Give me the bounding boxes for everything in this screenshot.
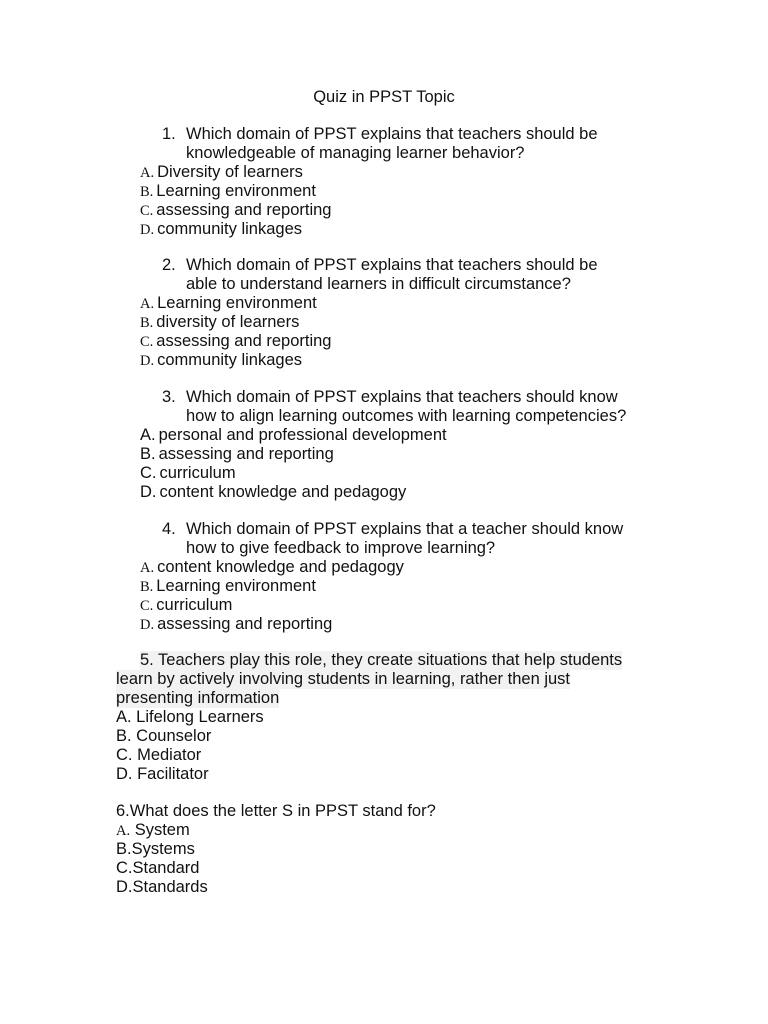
answer-option <box>140 294 317 314</box>
option-letter: A. <box>140 426 156 444</box>
answer-option: D. Facilitator <box>116 765 209 783</box>
option-text: System <box>134 821 190 839</box>
answer-option <box>140 351 302 371</box>
answer-option <box>140 445 334 464</box>
option-text: personal and professional development <box>158 426 447 444</box>
answer-option <box>140 577 316 597</box>
answer-option <box>140 483 406 502</box>
option-letter: B. <box>140 315 154 331</box>
page-title: Quiz in PPST Topic <box>313 88 455 106</box>
question-number: 4. <box>162 520 176 538</box>
option-text: content knowledge and pedagogy <box>159 483 407 501</box>
question-text-line: learn by actively involving students in learning, rather then just <box>116 670 570 688</box>
answer-option <box>140 201 332 221</box>
option-text: Learning environment <box>157 294 317 312</box>
option-text: assessing and reporting <box>156 201 332 219</box>
option-text: assessing and reporting <box>157 615 333 633</box>
option-text: Diversity of learners <box>157 163 303 181</box>
question-text-line: 6.What does the letter S in PPST stand for? <box>116 802 436 820</box>
answer-option <box>140 313 299 333</box>
option-letter: C. <box>140 464 157 482</box>
answer-option: B. Counselor <box>116 727 212 745</box>
option-text: curriculum <box>159 464 236 482</box>
question-text-line: how to align learning outcomes with learning competencies? <box>186 407 627 425</box>
answer-option <box>140 220 302 240</box>
question-text-line: Which domain of PPST explains that a teacher should know <box>186 520 624 538</box>
answer-option <box>140 163 303 183</box>
question-text-line: presenting information <box>116 689 280 707</box>
option-letter: B. <box>140 184 154 200</box>
answer-option <box>140 182 316 202</box>
answer-option <box>140 596 232 616</box>
option-letter: B. <box>140 579 154 595</box>
answer-option <box>140 615 332 635</box>
question-text-line: Which domain of PPST explains that teachers should be <box>186 256 598 274</box>
option-letter: B. <box>140 445 156 463</box>
option-text: assessing and reporting <box>158 445 334 463</box>
option-text: content knowledge and pedagogy <box>157 558 404 576</box>
question-number: 1. <box>162 125 176 143</box>
question-number: 3. <box>162 388 176 406</box>
option-letter: D. <box>140 617 155 633</box>
answer-option <box>116 821 190 841</box>
option-text: Learning environment <box>156 577 316 595</box>
answer-option: D.Standards <box>116 878 208 896</box>
question-text-line: knowledgeable of managing learner behavior? <box>186 144 525 162</box>
question-number: 2. <box>162 256 176 274</box>
answer-option <box>140 426 447 445</box>
question-text-line: Which domain of PPST explains that teachers should know <box>186 388 618 406</box>
answer-option <box>140 464 236 483</box>
answer-option <box>140 558 404 578</box>
option-text: Learning environment <box>156 182 316 200</box>
question-text-line: how to give feedback to improve learning? <box>186 539 496 557</box>
option-letter: D. <box>140 483 157 501</box>
option-letter: A. <box>140 560 155 576</box>
answer-option: C.Standard <box>116 859 200 877</box>
option-letter: D. <box>140 353 155 369</box>
option-text: diversity of learners <box>156 313 300 331</box>
option-text: community linkages <box>157 220 302 238</box>
question-text-line: 5. Teachers play this role, they create situations that help students <box>140 651 623 669</box>
question-text-line: able to understand learners in difficult circumstance? <box>186 275 571 293</box>
option-text: assessing and reporting <box>156 332 332 350</box>
option-letter: A. <box>140 165 155 181</box>
answer-option: B.Systems <box>116 840 195 858</box>
option-text: community linkages <box>157 351 302 369</box>
question-text-line: Which domain of PPST explains that teachers should be <box>186 125 598 143</box>
option-letter: A. <box>140 296 155 312</box>
option-letter: C. <box>140 598 154 614</box>
option-letter: A. <box>116 823 131 839</box>
answer-option <box>140 332 332 352</box>
option-text: curriculum <box>156 596 233 614</box>
option-letter: C. <box>140 203 154 219</box>
option-letter: D. <box>140 222 155 238</box>
answer-option: A. Lifelong Learners <box>116 708 264 726</box>
option-letter: C. <box>140 334 154 350</box>
answer-option: C. Mediator <box>116 746 202 764</box>
